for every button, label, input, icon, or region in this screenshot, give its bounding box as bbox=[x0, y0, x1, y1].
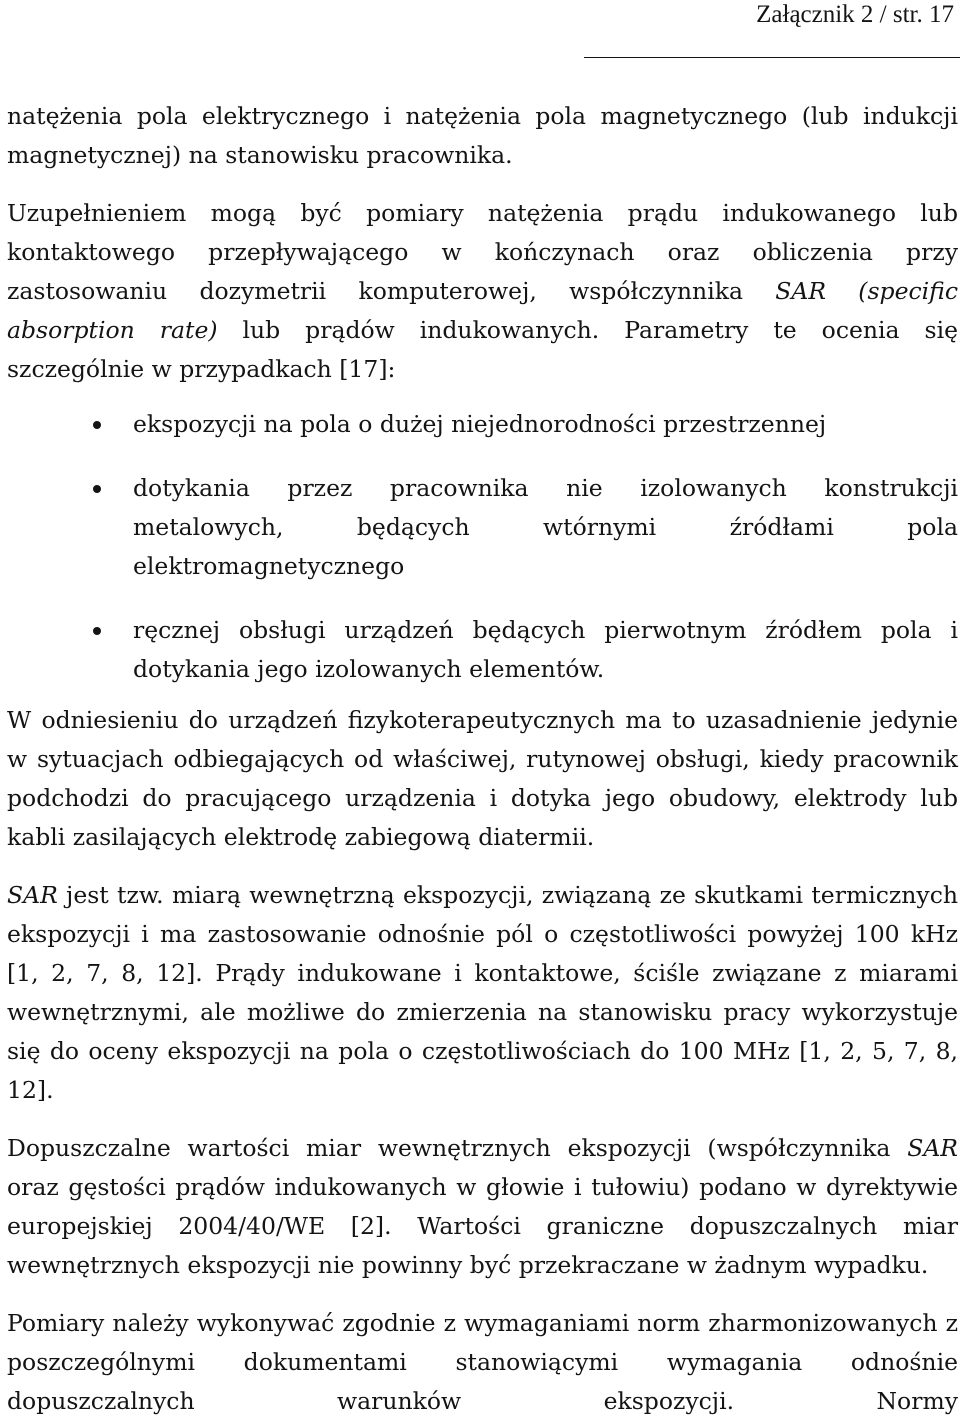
paragraph-text: jest tzw. miarą wewnętrzną ekspozycji, związaną ze skutkami termicznych ekspozycji i ma zastosowanie odnośnie pól o częstotliwości powyżej 100 kHz [1, 2, 7, 8, 12]. Prądy indukowane i kontaktowe, ściśle związane z miarami wewnętrznymi, ale możliwe do zmierzenia na stanowisku pracy wykorzystuje się do oceny ekspozycji na pola o częstotliwościach do 100 MHz [1, 2, 5, 7, 8, 12]. bbox=[7, 881, 958, 1104]
paragraph-text: Dopuszczalne wartości miar wewnętrznych ekspozycji (współczynnika bbox=[7, 1134, 908, 1162]
list-item-text: ekspozycji na pola o dużej niejednorodności przestrzennej bbox=[133, 410, 827, 438]
paragraph-continuation: natężenia pola elektrycznego i natężenia pola magnetycznego (lub indukcji magnetycznej) na stanowisku pracownika. bbox=[7, 102, 958, 169]
page-label: Załącznik 2 / str. 17 bbox=[756, 1, 954, 28]
sar-term: SAR bbox=[907, 1134, 958, 1162]
paragraph-sar-definition bbox=[7, 876, 958, 1110]
paragraph-text: Uzupełnieniem mogą być pomiary natężenia prądu indukowanego lub kontaktowego przepływającego w kończynach oraz obliczenia przy zastosowaniu dozymetrii komputerowej, współczynnika bbox=[7, 199, 958, 305]
paragraph-standards: Pomiary należy wykonywać zgodnie z wymaganiami norm zharmonizowanych z poszczególnymi dokumentami stanowiącymi wymagania odnośnie dopuszczalnych warunków ekspozycji. Normy bbox=[7, 1309, 958, 1415]
bullet-icon bbox=[93, 485, 101, 493]
page-header bbox=[756, 0, 954, 30]
list-item bbox=[7, 405, 958, 444]
list-item-text: ręcznej obsługi urządzeń będących pierwotnym źródłem pola i dotykania jego izolowanych elementów. bbox=[133, 616, 958, 683]
paragraph-physiotherapy: W odniesieniu do urządzeń fizykoterapeutycznych ma to uzasadnienie jedynie w sytuacjach odbiegających od właściwej, rutynowej obsługi, kiedy pracownik podchodzi do pracującego urządzenia i dotyka jego obudowy, elektrody lub kabli zasilających elektrodę zabiegową diatermii. bbox=[7, 706, 958, 851]
sar-term: SAR (specific absorption rate) bbox=[7, 277, 958, 344]
bullet-list bbox=[7, 405, 958, 689]
document-body bbox=[7, 97, 958, 1421]
bullet-icon bbox=[93, 421, 101, 429]
sar-term: SAR bbox=[7, 881, 58, 909]
list-item-text: dotykania przez pracownika nie izolowanych konstrukcji metalowych, będących wtórnymi źródłami pola elektromagnetycznego bbox=[133, 474, 958, 580]
paragraph-supplementary-measurements bbox=[7, 194, 958, 389]
paragraph-text: oraz gęstości prądów indukowanych w głowie i tułowiu) podano w dyrektywie europejskiej 2004/40/WE [2]. Wartości graniczne dopuszczalnych miar wewnętrznych ekspozycji nie powinny być przekraczane w żadnym wypadku. bbox=[7, 1173, 958, 1279]
list-item bbox=[7, 469, 958, 586]
header-rule bbox=[584, 57, 960, 58]
bullet-icon bbox=[93, 627, 101, 635]
paragraph-limits bbox=[7, 1129, 958, 1285]
list-item bbox=[7, 611, 958, 689]
paragraph-text: lub prądów indukowanych. Parametry te ocenia się szczególnie w przypadkach [17]: bbox=[7, 316, 959, 383]
